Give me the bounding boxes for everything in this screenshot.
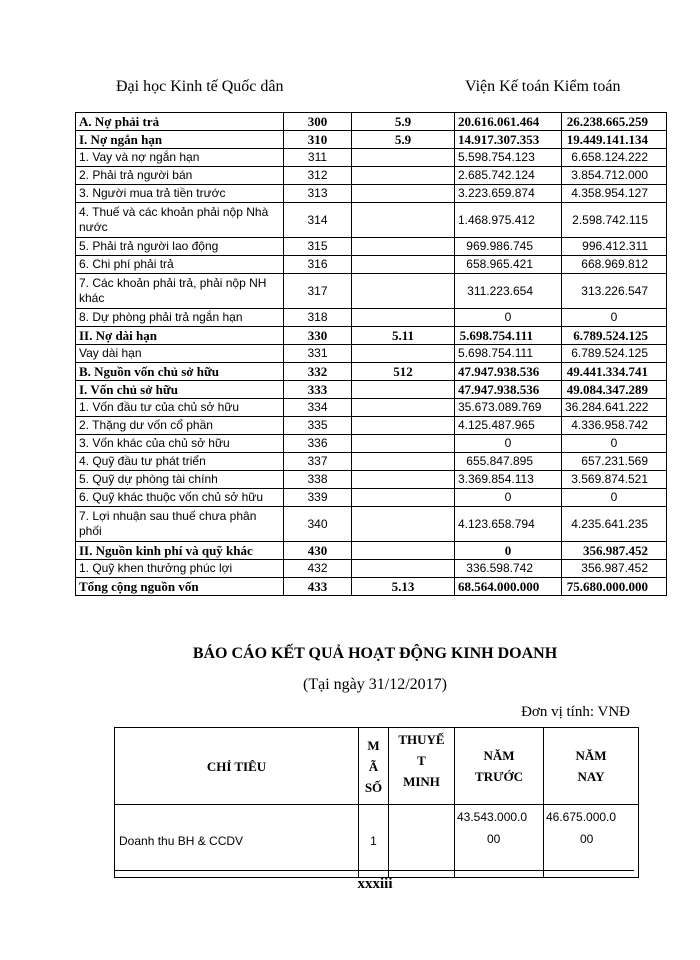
row-note: [352, 381, 455, 399]
table-row: [76, 489, 667, 507]
row-prev-year: 1.468.975.412: [455, 203, 562, 238]
row-label: 5. Phải trả người lao động: [76, 238, 284, 256]
row-curr-year: 36.284.641.222: [562, 399, 667, 417]
row-curr-year: 4.336.958.742: [562, 417, 667, 435]
row-note: [352, 185, 455, 203]
row-label: B. Nguồn vốn chủ sở hữu: [76, 363, 284, 381]
row-note: [389, 805, 455, 878]
row-prev-year: 20.616.061.464: [455, 113, 562, 131]
report-title: BÁO CÁO KẾT QUẢ HOẠT ĐỘNG KINH DOANH: [192, 645, 558, 662]
row-curr-year: 6.789.524.125: [562, 327, 667, 345]
row-note: 5.9: [352, 113, 455, 131]
row-label: 6. Quỹ khác thuộc vốn chủ sở hữu: [76, 489, 284, 507]
row-code: 337: [284, 453, 352, 471]
row-curr-year: 3.569.874.521: [562, 471, 667, 489]
row-note: [352, 417, 455, 435]
row-note: [352, 345, 455, 363]
row-prev-year: 35.673.089.769: [455, 399, 562, 417]
row-label: A. Nợ phải trả: [76, 113, 284, 131]
row-prev-year: 655.847.895: [455, 453, 562, 471]
page-number: xxxiii: [357, 876, 393, 892]
table-row: [76, 203, 667, 238]
institute-name: Viện Kế toán Kiểm toán: [465, 78, 621, 95]
row-curr-year: 49.441.334.741: [562, 363, 667, 381]
row-prev-year: 0: [455, 309, 562, 327]
row-prev-year: 0: [455, 435, 562, 453]
row-curr-year: 46.675.000.0 00: [544, 805, 639, 878]
row-note: [352, 542, 455, 560]
row-label: 3. Vốn khác của chủ sở hữu: [76, 435, 284, 453]
row-curr-year: 0: [562, 435, 667, 453]
row-curr-year: 668.969.812: [562, 256, 667, 274]
balance-sheet-table: [75, 112, 667, 596]
table-row: [76, 453, 667, 471]
row-curr-year: 3.854.712.000: [562, 167, 667, 185]
row-label: 4. Thuế và các khoản phải nộp Nhà nước: [76, 203, 284, 238]
row-note: [352, 507, 455, 542]
row-note: 512: [352, 363, 455, 381]
header-row: [115, 728, 639, 805]
row-code: 433: [284, 578, 352, 596]
row-label: Vay dài hạn: [76, 345, 284, 363]
row-note: 5.13: [352, 578, 455, 596]
row-curr-year: 4.235.641.235: [562, 507, 667, 542]
row-code: 317: [284, 274, 352, 309]
row-note: 5.11: [352, 327, 455, 345]
row-note: [352, 238, 455, 256]
row-label: 7. Lợi nhuận sau thuế chưa phân phối: [76, 507, 284, 542]
row-code: 316: [284, 256, 352, 274]
row-label: II. Nợ dài hạn: [76, 327, 284, 345]
row-code: 313: [284, 185, 352, 203]
table-row: [76, 435, 667, 453]
row-curr-year: 356.987.452: [562, 542, 667, 560]
income-statement-table: [114, 727, 639, 878]
row-note: [352, 453, 455, 471]
table-row: [76, 238, 667, 256]
row-label: 8. Dự phòng phải trả ngắn hạn: [76, 309, 284, 327]
row-code: 310: [284, 131, 352, 149]
table-row: [115, 805, 639, 878]
row-curr-year: 0: [562, 309, 667, 327]
row-curr-year: 26.238.665.259: [562, 113, 667, 131]
table-row: [76, 542, 667, 560]
table-row: [76, 185, 667, 203]
table-row: [76, 560, 667, 578]
row-label: 4. Quỹ đầu tư phát triển: [76, 453, 284, 471]
row-prev-year: 5.598.754.123: [455, 149, 562, 167]
currency-unit: Đơn vị tính: VNĐ: [521, 704, 630, 720]
row-code: 314: [284, 203, 352, 238]
header-prev-year: NĂM TRƯỚC: [455, 728, 544, 805]
row-label: 3. Người mua trả tiền trước: [76, 185, 284, 203]
row-note: [352, 256, 455, 274]
table-row: [76, 309, 667, 327]
row-curr-year: 6.658.124.222: [562, 149, 667, 167]
header-item: CHỈ TIÊU: [115, 728, 359, 805]
row-prev-year: 4.125.487.965: [455, 417, 562, 435]
row-prev-year: 2.685.742.124: [455, 167, 562, 185]
table-row: [76, 363, 667, 381]
row-code: 334: [284, 399, 352, 417]
row-prev-year: 5.698.754.111: [455, 345, 562, 363]
header-note: THUYẾ T MINH: [389, 728, 455, 805]
row-note: [352, 435, 455, 453]
row-code: 331: [284, 345, 352, 363]
row-prev-year: 969.986.745: [455, 238, 562, 256]
row-code: 318: [284, 309, 352, 327]
row-prev-year: 14.917.307.353: [455, 131, 562, 149]
row-code: 338: [284, 471, 352, 489]
table-row: [76, 327, 667, 345]
row-curr-year: 49.084.347.289: [562, 381, 667, 399]
row-curr-year: 313.226.547: [562, 274, 667, 309]
table-row: [76, 399, 667, 417]
row-code: 312: [284, 167, 352, 185]
row-curr-year: 4.358.954.127: [562, 185, 667, 203]
row-code: 300: [284, 113, 352, 131]
table-row: [76, 131, 667, 149]
table-row: [76, 345, 667, 363]
row-label: 5. Quỹ dự phòng tài chính: [76, 471, 284, 489]
table-row: [76, 417, 667, 435]
row-code: 332: [284, 363, 352, 381]
header-code: M Ã SỐ: [359, 728, 389, 805]
row-note: [352, 560, 455, 578]
row-note: [352, 274, 455, 309]
row-code: 1: [359, 805, 389, 878]
row-note: [352, 309, 455, 327]
row-label: 2. Phải trả người bán: [76, 167, 284, 185]
table-row: [76, 471, 667, 489]
footer-rule: [114, 870, 634, 871]
university-name: Đại học Kinh tế Quốc dân: [116, 78, 284, 95]
table-row: [76, 149, 667, 167]
table-row: [76, 167, 667, 185]
table-row: [76, 381, 667, 399]
header-curr-year: NĂM NAY: [544, 728, 639, 805]
row-label: 2. Thặng dư vốn cổ phần: [76, 417, 284, 435]
row-note: [352, 399, 455, 417]
row-code: 432: [284, 560, 352, 578]
row-prev-year: 311.223.654: [455, 274, 562, 309]
row-prev-year: 5.698.754.111: [455, 327, 562, 345]
row-prev-year: 47.947.938.536: [455, 363, 562, 381]
row-label: 6. Chi phí phải trả: [76, 256, 284, 274]
row-prev-year: 68.564.000.000: [455, 578, 562, 596]
row-code: 335: [284, 417, 352, 435]
row-code: 311: [284, 149, 352, 167]
row-prev-year: 3.369.854.113: [455, 471, 562, 489]
row-item: Doanh thu BH & CCDV: [115, 805, 359, 878]
row-curr-year: 75.680.000.000: [562, 578, 667, 596]
row-curr-year: 19.449.141.134: [562, 131, 667, 149]
row-prev-year: 47.947.938.536: [455, 381, 562, 399]
table-row: [76, 113, 667, 131]
row-curr-year: 356.987.452: [562, 560, 667, 578]
row-code: 339: [284, 489, 352, 507]
row-code: 315: [284, 238, 352, 256]
row-prev-year: 43.543.000.0 00: [455, 805, 544, 878]
row-prev-year: 0: [455, 542, 562, 560]
row-note: [352, 149, 455, 167]
row-code: 333: [284, 381, 352, 399]
row-note: [352, 489, 455, 507]
row-code: 330: [284, 327, 352, 345]
table-row: [76, 274, 667, 309]
report-date: (Tại ngày 31/12/2017): [303, 676, 447, 693]
row-curr-year: 0: [562, 489, 667, 507]
row-prev-year: 4.123.658.794: [455, 507, 562, 542]
row-label: I. Nợ ngắn hạn: [76, 131, 284, 149]
row-label: 1. Quỹ khen thưởng phúc lợi: [76, 560, 284, 578]
row-curr-year: 2.598.742.115: [562, 203, 667, 238]
row-label: 1. Vốn đầu tư của chủ sở hữu: [76, 399, 284, 417]
row-label: I. Vốn chủ sở hữu: [76, 381, 284, 399]
row-curr-year: 996.412.311: [562, 238, 667, 256]
row-note: [352, 203, 455, 238]
row-note: 5.9: [352, 131, 455, 149]
row-prev-year: 336.598.742: [455, 560, 562, 578]
row-curr-year: 6.789.524.125: [562, 345, 667, 363]
row-curr-year: 657.231.569: [562, 453, 667, 471]
row-label: II. Nguồn kinh phí và quỹ khác: [76, 542, 284, 560]
row-code: 430: [284, 542, 352, 560]
table-row: [76, 507, 667, 542]
row-label: Tổng cộng nguồn vốn: [76, 578, 284, 596]
row-note: [352, 167, 455, 185]
table-row: [76, 256, 667, 274]
row-code: 340: [284, 507, 352, 542]
row-prev-year: 3.223.659.874: [455, 185, 562, 203]
row-label: 1. Vay và nợ ngắn hạn: [76, 149, 284, 167]
row-code: 336: [284, 435, 352, 453]
row-label: 7. Các khoản phải trả, phải nộp NH khác: [76, 274, 284, 309]
row-note: [352, 471, 455, 489]
table-row: [76, 578, 667, 596]
row-prev-year: 0: [455, 489, 562, 507]
row-prev-year: 658.965.421: [455, 256, 562, 274]
